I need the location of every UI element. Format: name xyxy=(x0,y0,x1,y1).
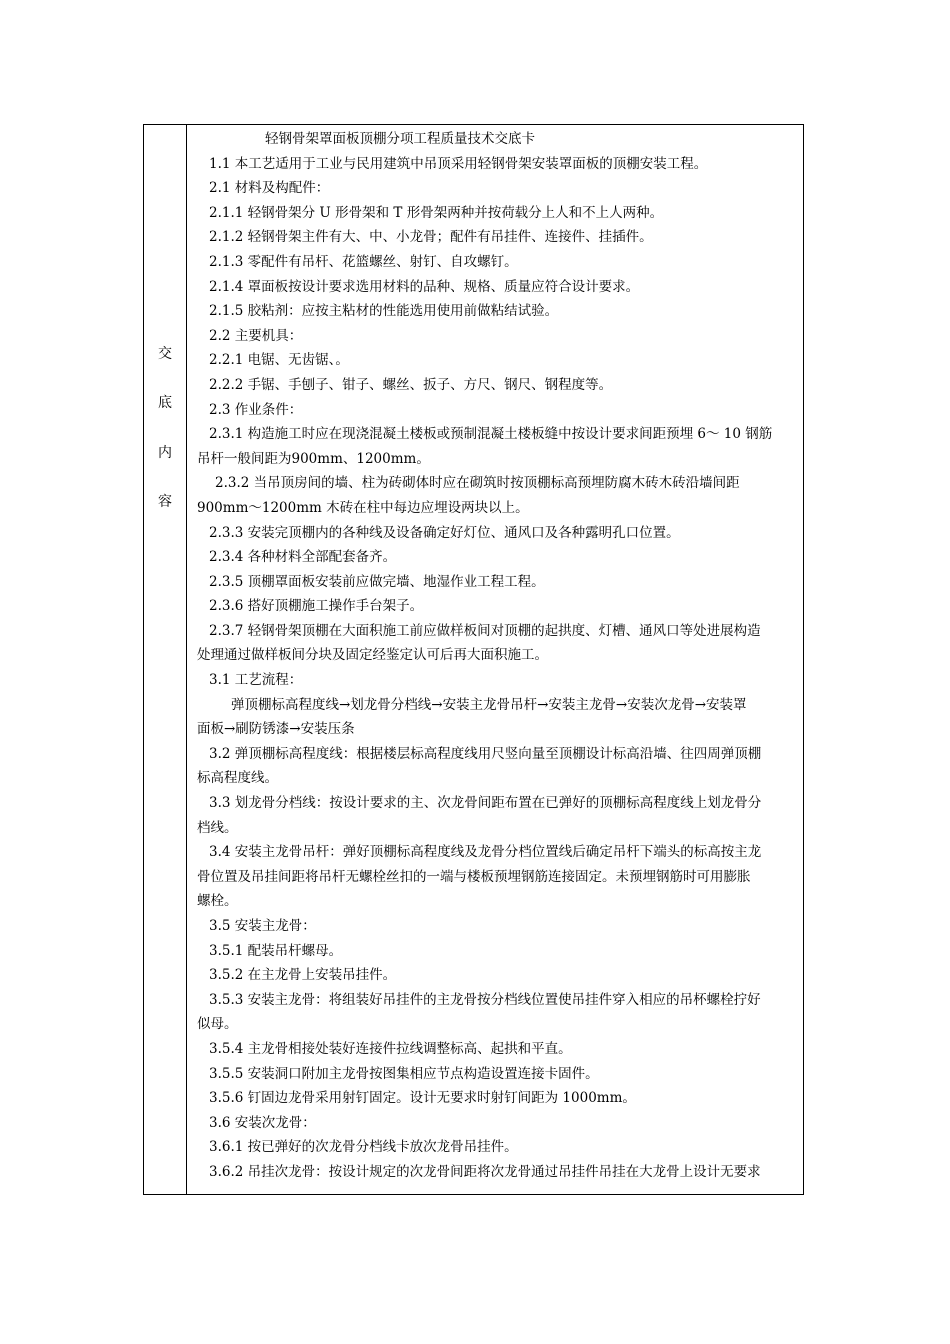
text-line: 2.3.3 安装完顶棚内的各种线及设备确定好灯位、通风口及各种露明孔口位置。 xyxy=(209,524,680,541)
text-line: 螺栓。 xyxy=(197,893,238,910)
text-line: 2.1.4 罩面板按设计要求选用材料的品种、规格、质量应符合设计要求。 xyxy=(209,278,640,295)
text-line: 2.2.2 手锯、手刨子、钳子、螺丝、扳子、方尺、钢尺、钢程度等。 xyxy=(209,376,613,393)
text-line: 2.3.7 轻钢骨架顶棚在大面积施工前应做样板间对顶棚的起拱度、灯槽、通风口等处进展构造 xyxy=(209,622,761,639)
text-line: 2.1.1 轻钢骨架分 U 形骨架和 T 形骨架两种并按荷载分上人和不上人两种。 xyxy=(209,204,664,221)
text-line: 2.3.2 当吊顶房间的墙、柱为砖砌体时应在砌筑时按顶棚标高预埋防腐木砖木砖沿墙间距 xyxy=(215,475,740,492)
text-line: 3.2 弹顶棚标高程度线：根据楼层标高程度线用尺竖向量至顶棚设计标高沿墙、往四周弹顶棚 xyxy=(209,745,762,762)
text-line: 2.1.3 零配件有吊杆、花篮螺丝、射钉、自攻螺钉。 xyxy=(209,253,518,270)
text-line: 2.3.6 搭好顶棚施工操作手台架子。 xyxy=(209,598,424,615)
text-line: 1.1 本工艺适用于工业与民用建筑中吊顶采用轻钢骨架安装罩面板的顶棚安装工程。 xyxy=(209,155,708,172)
text-line: 3.5 安装主龙骨： xyxy=(209,918,316,934)
text-line: 档线。 xyxy=(197,819,238,836)
text-line: 2.1 材料及构配件： xyxy=(209,180,330,197)
text-line: 900mm～1200mm 木砖在柱中每边应埋设两块以上。 xyxy=(197,499,529,516)
text-line: 3.5.3 安装主龙骨：将组装好吊挂件的主龙骨按分档线位置使吊挂件穿入相应的吊杯螺栓拧好 xyxy=(209,991,761,1008)
side-label-char: 底 xyxy=(158,395,172,411)
side-label-char: 容 xyxy=(158,494,172,510)
text-line: 骨位置及吊挂间距将吊杆无螺栓丝扣的一端与楼板预埋钢筋连接固定。未预埋钢筋时可用膨胀 xyxy=(197,868,751,885)
text-line: 似母。 xyxy=(197,1016,238,1033)
text-line: 3.5.6 钉固边龙骨采用射钉固定。设计无要求时射钉间距为 1000mm。 xyxy=(209,1090,636,1107)
text-line: 2.1.2 轻钢骨架主件有大、中、小龙骨；配件有吊挂件、连接件、挂插件。 xyxy=(209,229,653,246)
text-line: 弹顶棚标高程度线→划龙骨分档线→安装主龙骨吊杆→安装主龙骨→安装次龙骨→安装罩 xyxy=(231,696,747,713)
text-line: 3.1 工艺流程： xyxy=(209,672,303,689)
document-title: 轻钢骨架罩面板顶棚分项工程质量技术交底卡 xyxy=(265,131,535,147)
text-line: 2.3.1 构造施工时应在现浇混凝土楼板或预制混凝土楼板缝中按设计要求间距预埋 6～ 10 钢筋 xyxy=(209,426,773,443)
text-line: 2.1.5 胶粘剂：应按主粘材的性能选用使用前做粘结试验。 xyxy=(209,303,559,320)
text-line: 3.5.2 在主龙骨上安装吊挂件。 xyxy=(209,967,397,984)
text-line: 3.5.4 主龙骨相接处装好连接件拉线调整标高、起拱和平直。 xyxy=(209,1040,572,1057)
text-line: 标高程度线。 xyxy=(197,770,278,787)
text-line: 3.4 安装主龙骨吊杆：弹好顶棚标高程度线及龙骨分档位置线后确定吊杆下端头的标高按主龙 xyxy=(209,844,762,861)
text-line: 3.6.1 按已弹好的次龙骨分档线卡放次龙骨吊挂件。 xyxy=(209,1139,518,1156)
label-column xyxy=(144,125,187,1194)
text-line: 2.3.5 顶棚罩面板安装前应做完墙、地湿作业工程工程。 xyxy=(209,573,545,590)
side-label-char: 内 xyxy=(158,445,172,461)
disclosure-table xyxy=(143,124,804,1195)
side-label-char: 交 xyxy=(158,346,172,362)
text-line: 3.5.5 安装洞口附加主龙骨按图集相应节点构造设置连接卡固件。 xyxy=(209,1065,599,1082)
text-line: 3.5.1 配装吊杆螺母。 xyxy=(209,942,343,959)
text-line: 2.3 作业条件： xyxy=(209,401,303,418)
content-column xyxy=(197,127,799,1185)
text-line: 3.6 安装次龙骨： xyxy=(209,1114,316,1131)
text-line: 2.2 主要机具： xyxy=(209,327,303,344)
text-line: 2.2.1 电锯、无齿锯、。 xyxy=(209,352,349,369)
text-line: 面板→刷防锈漆→安装压条 xyxy=(197,721,355,738)
text-line: 3.3 划龙骨分档线：按设计要求的主、次龙骨间距布置在已弹好的顶棚标高程度线上划龙骨分 xyxy=(209,795,762,812)
text-line: 吊杆一般间距为900mm、1200mm。 xyxy=(197,450,430,467)
text-line: 处理通过做样板间分块及固定经鉴定认可后再大面积施工。 xyxy=(197,647,548,664)
text-line: 2.3.4 各种材料全部配套备齐。 xyxy=(209,549,397,566)
text-line: 3.6.2 吊挂次龙骨：按设计规定的次龙骨间距将次龙骨通过吊挂件吊挂在大龙骨上设计无要求 xyxy=(209,1163,761,1180)
